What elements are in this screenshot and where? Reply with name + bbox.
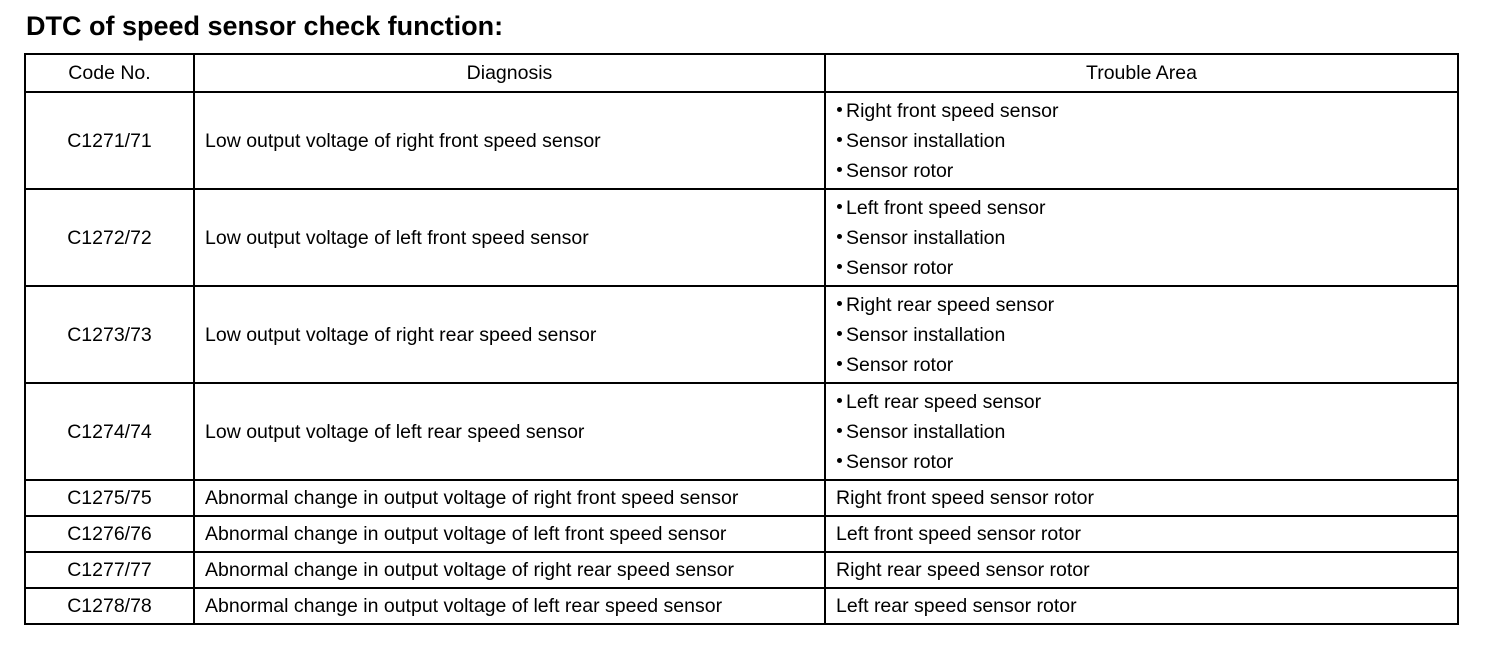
trouble-area-text: Sensor rotor [846,353,954,376]
diagnosis-cell: Abnormal change in output voltage of left rear speed sensor [194,588,825,624]
trouble-area-cell [825,92,1458,189]
trouble-area-cell [825,286,1458,383]
bullet-icon [837,428,842,433]
page-title: DTC of speed sensor check function: [26,11,504,41]
code-cell: C1275/75 [25,480,194,516]
trouble-area-item [836,447,1457,477]
trouble-area-text: Right front speed sensor [846,99,1059,122]
diagnosis-cell: Low output voltage of left front speed sensor [194,189,825,286]
trouble-area-item [836,350,1457,380]
trouble-area-item [836,591,1457,621]
diagnosis-cell: Abnormal change in output voltage of left front speed sensor [194,516,825,552]
trouble-area-text: Right rear speed sensor rotor [836,559,1090,581]
bullet-icon [837,234,842,239]
bullet-icon [837,107,842,112]
table-row [25,189,1458,286]
dtc-table [24,53,1459,625]
header-row [25,54,1458,92]
bullet-icon [837,398,842,403]
header-diagnosis: Diagnosis [194,54,825,92]
header-trouble-area: Trouble Area [825,54,1458,92]
code-cell: C1273/73 [25,286,194,383]
trouble-area-item [836,193,1457,223]
table-row [25,480,1458,516]
table-row [25,588,1458,624]
trouble-area-item [836,417,1457,447]
trouble-area-text: Sensor rotor [846,159,954,182]
trouble-area-item [836,223,1457,253]
bullet-icon [837,204,842,209]
diagnosis-cell: Abnormal change in output voltage of right rear speed sensor [194,552,825,588]
trouble-area-item [836,555,1457,585]
trouble-area-text: Right rear speed sensor [846,293,1055,316]
diagnosis-cell: Low output voltage of left rear speed sensor [194,383,825,480]
trouble-area-text: Sensor installation [846,129,1006,152]
bullet-icon [837,361,842,366]
trouble-area-text: Right front speed sensor rotor [836,487,1094,509]
trouble-area-text: Sensor installation [846,323,1006,346]
trouble-area-cell [825,189,1458,286]
trouble-area-item [836,96,1457,126]
trouble-area-text: Sensor installation [846,226,1006,249]
trouble-area-text: Sensor installation [846,420,1006,443]
code-cell: C1271/71 [25,92,194,189]
trouble-area-item [836,126,1457,156]
bullet-icon [837,458,842,463]
trouble-area-item [836,253,1457,283]
diagnosis-cell: Low output voltage of right rear speed sensor [194,286,825,383]
trouble-area-item [836,320,1457,350]
bullet-icon [837,137,842,142]
bullet-icon [837,264,842,269]
table-row [25,286,1458,383]
table-header [25,54,1458,92]
code-cell: C1272/72 [25,189,194,286]
trouble-area-item [836,387,1457,417]
trouble-area-text: Left front speed sensor rotor [836,523,1081,545]
bullet-icon [837,301,842,306]
trouble-area-cell [825,552,1458,588]
trouble-area-item [836,519,1457,549]
diagnosis-cell: Abnormal change in output voltage of right front speed sensor [194,480,825,516]
table-body [25,92,1458,624]
trouble-area-cell [825,383,1458,480]
bullet-icon [837,167,842,172]
header-code: Code No. [25,54,194,92]
code-cell: C1277/77 [25,552,194,588]
code-cell: C1278/78 [25,588,194,624]
trouble-area-text: Sensor rotor [846,450,954,473]
table-row [25,552,1458,588]
trouble-area-item [836,483,1457,513]
trouble-area-item [836,290,1457,320]
table-row [25,383,1458,480]
trouble-area-text: Left front speed sensor [846,196,1046,219]
diagnosis-cell: Low output voltage of right front speed sensor [194,92,825,189]
trouble-area-text: Sensor rotor [846,256,954,279]
bullet-icon [837,331,842,336]
trouble-area-item [836,156,1457,186]
table-row [25,92,1458,189]
code-cell: C1276/76 [25,516,194,552]
trouble-area-text: Left rear speed sensor rotor [836,595,1077,617]
trouble-area-cell [825,588,1458,624]
table-row [25,516,1458,552]
code-cell: C1274/74 [25,383,194,480]
trouble-area-cell [825,516,1458,552]
trouble-area-text: Left rear speed sensor [846,390,1042,413]
trouble-area-cell [825,480,1458,516]
